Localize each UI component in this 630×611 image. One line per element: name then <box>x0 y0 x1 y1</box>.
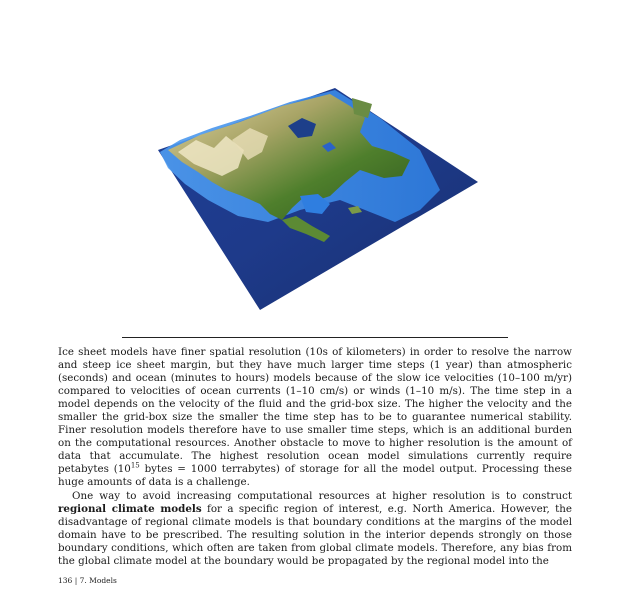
paragraph-text: Ice sheet models have finer spatial resolution (10s of kilometers) in order to resolve the narrow and steep ice sheet margin, but they have much larger time steps (1 year) than atmospheric (seconds) and ocean (minutes to hours) models because of the slow ice velocities (10–100 m/yr) compared to velocities of ocean currents (1–10 cm/s) or winds (1–10 m/s). The time step in a model depends on the velocity of the fluid and the grid-box size. The higher the velocity and the smaller the grid-box size the smaller the time step has to be to guarantee numerical stability. Finer resolution models therefore have to use smaller time steps, which is an additional burden on the computational resources. Another obstacle to move to higher resolution is the amount of data that accumulate. The highest resolution ocean model simulations currently require petabytes (10 <box>58 346 572 476</box>
horizontal-rule <box>122 337 508 338</box>
page-number: 136 <box>58 576 73 585</box>
bold-term: regional climate models <box>58 502 202 515</box>
paragraph <box>58 346 572 490</box>
chapter-title: 7. Models <box>79 576 117 585</box>
footer-separator: | <box>74 576 78 585</box>
page-footer <box>58 576 117 585</box>
body-text <box>58 346 572 568</box>
paragraph <box>58 490 572 568</box>
paragraph-text: for a specific region of interest, e.g. North America. However, the disadvantage of regional climate models is that boundary conditions at the margins of the model domain have to be prescribed. The resulting solution in the interior depends strongly on those boundary conditions, which often are taken from global climate models. Therefore, any bias from the global climate model at the boundary would be propagated by the regional model into the <box>58 502 572 567</box>
paragraph-text: bytes = 1000 terrabytes) of storage for all the model output. Processing these huge amounts of data is a challenge. <box>58 463 572 489</box>
paragraph-text: One way to avoid increasing computational resources at higher resolution is to construct <box>72 489 572 502</box>
superscript-exponent: 15 <box>130 462 140 470</box>
